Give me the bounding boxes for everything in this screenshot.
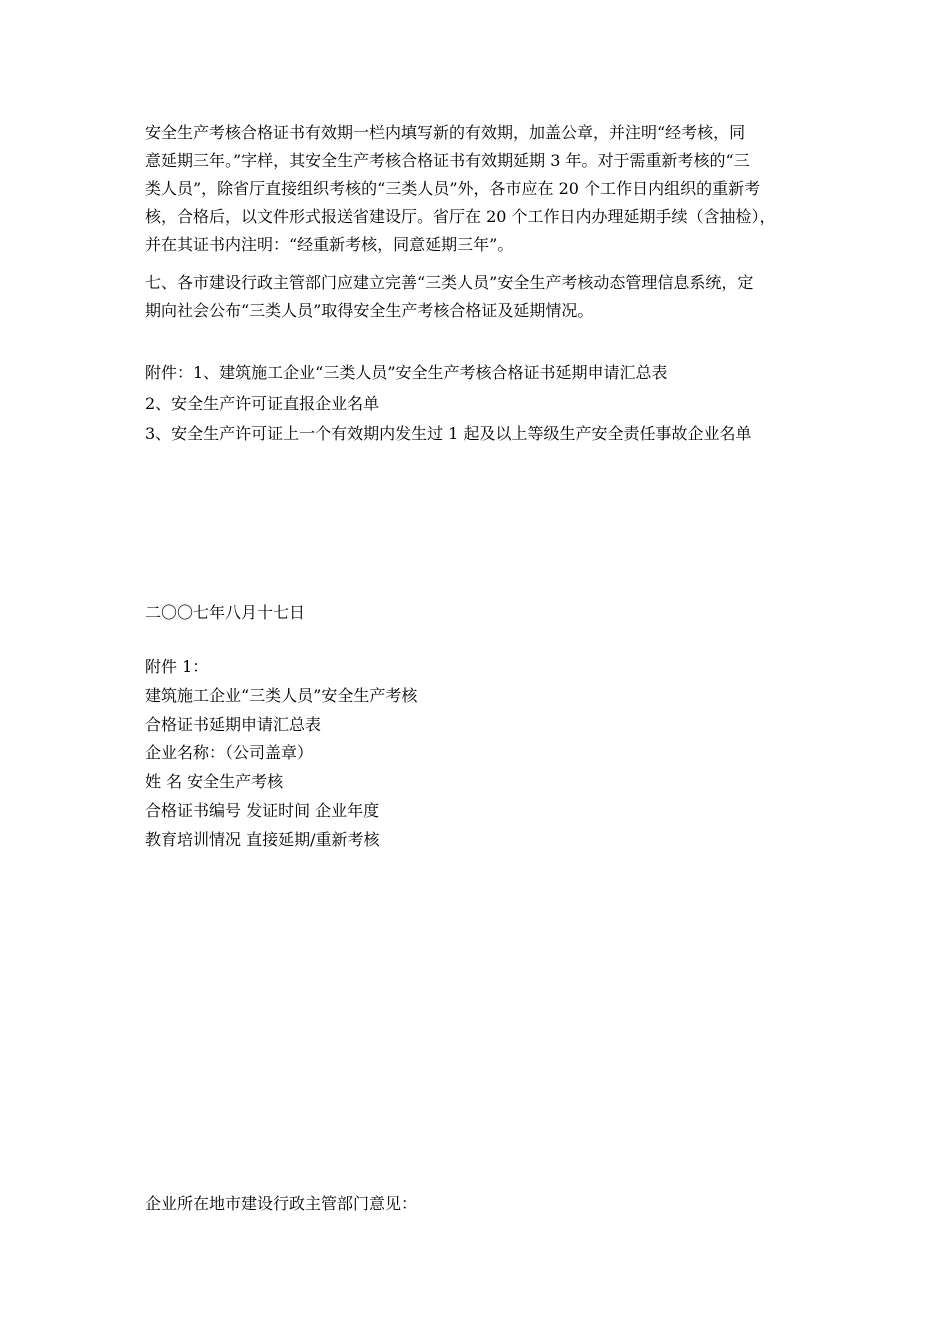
paragraph-line: 安全生产考核合格证书有效期一栏内填写新的有效期，加盖公章，并注明“经考核，同 <box>145 123 746 142</box>
company-name-field: 企业名称：（公司盖章） <box>145 743 314 762</box>
table-header-row: 合格证书编号 发证时间 企业年度 <box>145 801 380 820</box>
issue-date: 二〇〇七年八月十七日 <box>145 603 306 622</box>
annex-title-line: 合格证书延期申请汇总表 <box>145 715 322 734</box>
attachment-item: 2、安全生产许可证直报企业名单 <box>145 394 380 413</box>
table-header-row: 教育培训情况 直接延期/重新考核 <box>145 830 380 849</box>
table-header-row: 姓 名 安全生产考核 <box>145 772 284 791</box>
paragraph-line: 核，合格后，以文件形式报送省建设厅。省厅在 20 个工作日内办理延期手续（含抽检）， <box>145 207 776 226</box>
paragraph-seven <box>145 269 807 325</box>
paragraph-extension <box>145 119 807 259</box>
paragraph-line: 意延期三年。”字样，其安全生产考核合格证书有效期延期 3 年。对于需重新考核的“三 <box>145 151 750 170</box>
annex-title-line: 建筑施工企业“三类人员”安全生产考核 <box>145 686 418 705</box>
opinion-label: 企业所在地市建设行政主管部门意见： <box>145 1194 418 1213</box>
annex-label: 附件 1： <box>145 657 209 676</box>
paragraph-line: 期向社会公布“三类人员”取得安全生产考核合格证及延期情况。 <box>145 301 594 320</box>
paragraph-line: 类人员”，除省厅直接组织考核的“三类人员”外，各市应在 20 个工作日内组织的重新考 <box>145 179 761 198</box>
paragraph-line: 七、各市建设行政主管部门应建立完善“三类人员”安全生产考核动态管理信息系统，定 <box>145 273 754 292</box>
attachment-item: 附件：1、建筑施工企业“三类人员”安全生产考核合格证书延期申请汇总表 <box>145 363 668 382</box>
attachment-item: 3、安全生产许可证上一个有效期内发生过 1 起及以上等级生产安全责任事故企业名单 <box>145 424 752 443</box>
paragraph-line: 并在其证书内注明：“经重新考核，同意延期三年”。 <box>145 235 514 254</box>
